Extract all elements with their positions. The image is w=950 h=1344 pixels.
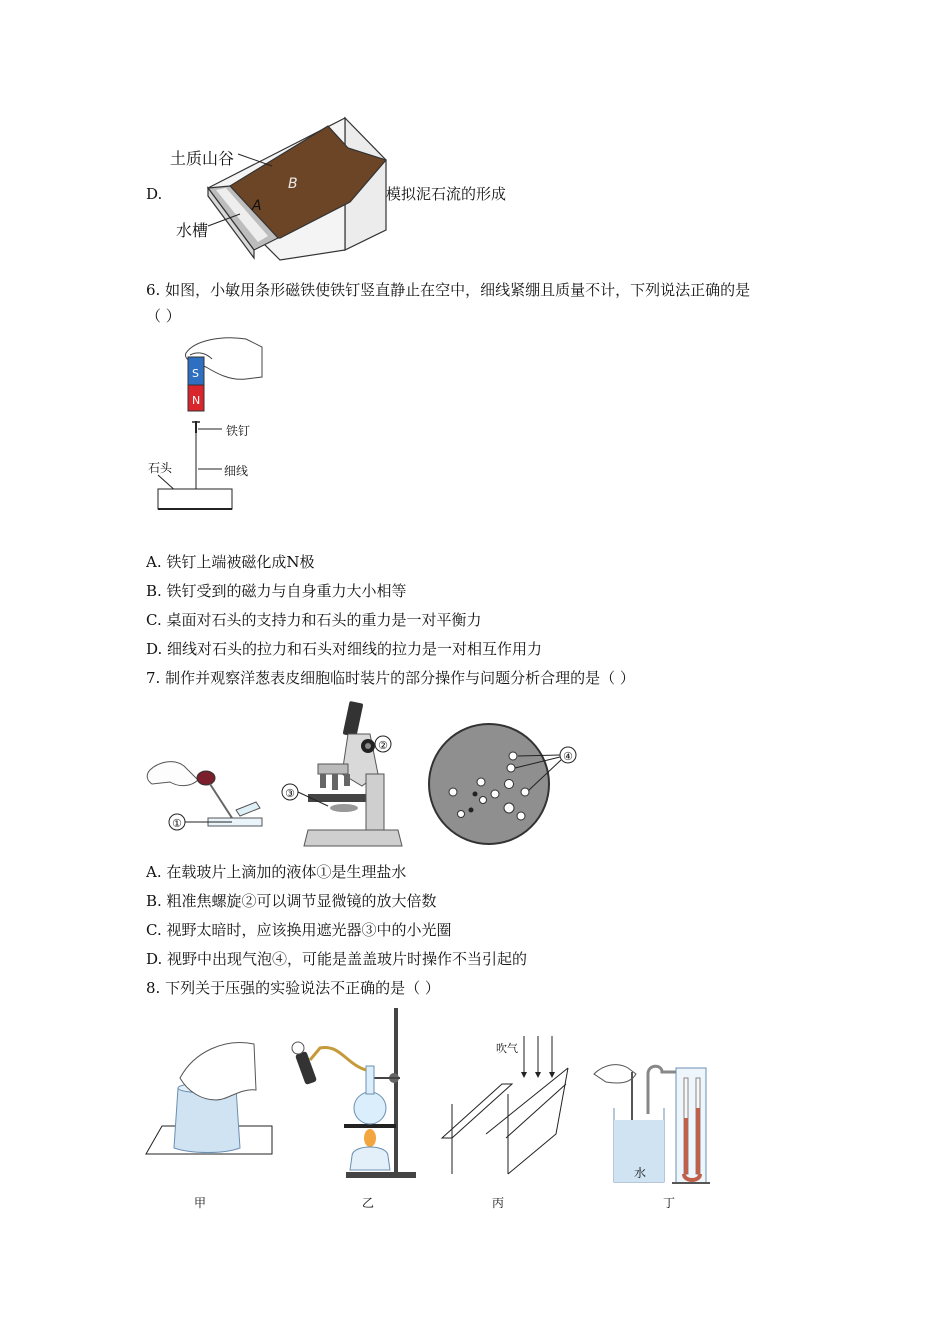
- thread-label: 细线: [224, 464, 249, 478]
- valley-label: 土质山谷: [170, 149, 235, 168]
- q6-option-d: D. 细线对石头的拉力和石头对细线的拉力是一对相互作用力: [146, 640, 543, 658]
- caption-bing: 丙: [492, 1196, 505, 1210]
- q5-option-d-letter: D.: [146, 185, 163, 203]
- flask-stand-figure: [286, 1004, 416, 1184]
- marker-2: ②: [378, 739, 388, 752]
- hand-icon: [594, 1065, 636, 1083]
- paper-right: [508, 1068, 568, 1174]
- stand-rod: [394, 1008, 398, 1176]
- hand-icon: [180, 1043, 256, 1100]
- stone-block: [158, 489, 232, 509]
- beaker-manometer-figure: [592, 1054, 722, 1184]
- caption-jia: 甲: [194, 1196, 207, 1210]
- q6-stem: 6. 如图，小敏用条形磁铁使铁钉竖直静止在空中，细线紧绷且质量不计，下列说法正确的是: [146, 281, 751, 299]
- stand-base: [346, 1172, 416, 1178]
- q5-caption: 模拟泥石流的形成: [386, 185, 507, 203]
- microscope-base: [304, 830, 402, 846]
- q6-option-a: A. 铁钉上端被磁化成N极: [146, 553, 315, 571]
- tripod-ring: [344, 1124, 396, 1128]
- q7-option-c: C. 视野太暗时，应该换用遮光器③中的小光圈: [146, 921, 452, 939]
- q7-option-d: D. 视野中出现气泡④，可能是盖盖玻片时操作不当引起的: [146, 950, 528, 968]
- blow-label: 吹气: [496, 1042, 518, 1055]
- q7-stem: 7. 制作并观察洋葱表皮细胞临时装片的部分操作与问题分析合理的是（ ）: [146, 669, 635, 687]
- point-a-label: A: [252, 198, 262, 214]
- microscope-figure: [278, 694, 428, 854]
- svg-text:N: N: [192, 394, 201, 407]
- q8-stem: 8. 下列关于压强的实验说法不正确的是（ ）: [146, 979, 440, 997]
- stone-label: 石头: [148, 461, 173, 475]
- q6-option-b: B. 铁钉受到的磁力与自身重力大小相等: [146, 582, 407, 600]
- marker-1: ①: [172, 817, 182, 830]
- nosepiece: [318, 764, 348, 774]
- magnet-nail-figure: [150, 333, 280, 513]
- field-of-view-figure: [425, 718, 590, 848]
- nail-label: 铁钉: [226, 424, 251, 438]
- mudflow-valley-figure: [160, 110, 390, 270]
- round-flask: [354, 1092, 386, 1124]
- alcohol-lamp: [350, 1147, 390, 1170]
- u-tube-board: [676, 1068, 706, 1184]
- dropper-bulb: [197, 771, 215, 785]
- diaphragm: [330, 804, 358, 812]
- dropper-tube: [210, 784, 232, 818]
- blow-paper-figure: [440, 1034, 580, 1184]
- cover-slip: [236, 802, 260, 816]
- caption-yi: 乙: [362, 1196, 375, 1210]
- caption-ding: 丁: [663, 1196, 676, 1210]
- eyepiece-tube: [343, 701, 364, 737]
- q7-option-a: A. 在载玻片上滴加的液体①是生理盐水: [146, 863, 407, 881]
- cup-card-figure: [144, 1030, 274, 1160]
- svg-text:S: S: [192, 367, 199, 380]
- tank-label: 水槽: [176, 221, 209, 240]
- point-b-label: B: [288, 176, 298, 192]
- dropper-slide-figure: [140, 750, 280, 840]
- rubber-tube: [310, 1047, 366, 1070]
- marker-3: ③: [285, 787, 295, 800]
- water-label: 水: [634, 1166, 647, 1180]
- view-circle: [429, 724, 549, 844]
- paper-left: [442, 1138, 452, 1174]
- flame: [364, 1129, 376, 1147]
- hand-icon: [147, 762, 198, 786]
- marker-4: ④: [563, 750, 573, 763]
- q6-answer-blank: （ ）: [146, 307, 181, 325]
- q7-option-b: B. 粗准焦螺旋②可以调节显微镜的放大倍数: [146, 892, 437, 910]
- q6-option-c: C. 桌面对石头的支持力和石头的重力是一对平衡力: [146, 611, 482, 629]
